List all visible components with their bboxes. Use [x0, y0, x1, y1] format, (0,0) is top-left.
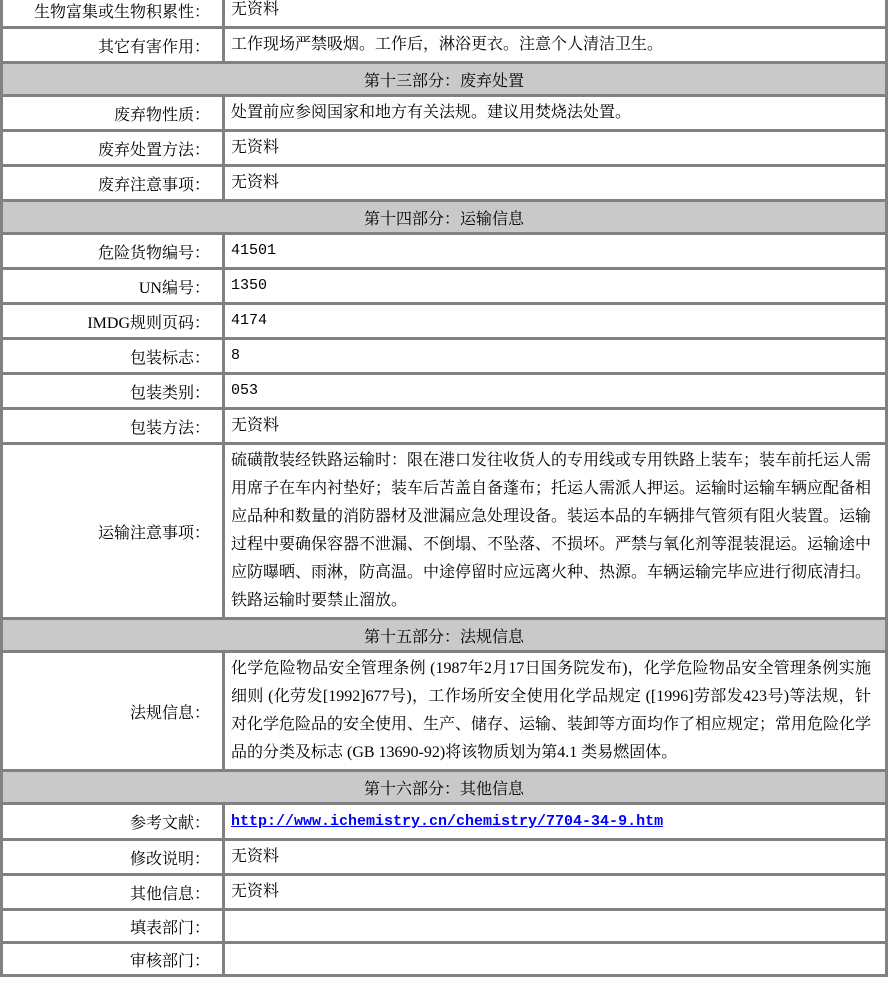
field-label: 包装标志：	[2, 339, 224, 374]
table-row	[2, 804, 887, 840]
field-label: 审核部门：	[2, 943, 224, 976]
field-value	[224, 943, 887, 976]
table-row	[2, 96, 887, 131]
field-value: 无资料	[224, 875, 887, 910]
field-label: 修改说明：	[2, 840, 224, 875]
table-row	[2, 28, 887, 63]
field-value: 无资料	[224, 131, 887, 166]
field-value: 硫磺散装经铁路运输时：限在港口发往收货人的专用线或专用铁路上装车；装车前托运人需用席子在车内衬垫好；装车后苫盖自备蓬布；托运人需派人押运。运输时运输车辆应配备相应品种和数量的消防器材及泄漏应急处理设备。装运本品的车辆排气管须有阻火装置。运输过程中要确保容器不泄漏、不倒塌、不坠落、不损坏。严禁与氧化剂等混装混运。运输途中应防曝晒、雨淋，防高温。中途停留时应远离火种、热源。车辆运输完毕应进行彻底清扫。铁路运输时要禁止溜放。	[224, 444, 887, 619]
field-value: 4174	[224, 304, 887, 339]
section-title: 第十四部分：运输信息	[2, 201, 887, 234]
section-header-row	[2, 771, 887, 804]
field-value: 无资料	[224, 0, 887, 28]
section-header-row	[2, 63, 887, 96]
field-label: 其他信息：	[2, 875, 224, 910]
table-row	[2, 374, 887, 409]
field-label: 废弃物性质：	[2, 96, 224, 131]
table-row	[2, 409, 887, 444]
section-header-row	[2, 201, 887, 234]
field-label: 包装类别：	[2, 374, 224, 409]
field-value	[224, 804, 887, 840]
field-value: 化学危险物品安全管理条例 (1987年2月17日国务院发布)，化学危险物品安全管理条例实施细则 (化劳发[1992]677号)，工作场所安全使用化学品规定 ([1996]劳部发423号)等法规，针对化学危险品的安全使用、生产、储存、运输、装卸等方面均作了相应规定；常用危险化学品的分类及标志 (GB 13690-92)将该物质划为第4.1 类易燃固体。	[224, 652, 887, 771]
field-value: 41501	[224, 234, 887, 269]
section-title: 第十五部分：法规信息	[2, 619, 887, 652]
field-label: 废弃注意事项：	[2, 166, 224, 201]
field-label: IMDG规则页码：	[2, 304, 224, 339]
field-value: 无资料	[224, 409, 887, 444]
field-label: 包装方法：	[2, 409, 224, 444]
reference-link[interactable]: http://www.ichemistry.cn/chemistry/7704-34-9.htm	[231, 813, 664, 830]
table-row	[2, 0, 887, 28]
field-label: UN编号：	[2, 269, 224, 304]
field-label: 其它有害作用：	[2, 28, 224, 63]
field-value: 1350	[224, 269, 887, 304]
table-row	[2, 269, 887, 304]
table-row	[2, 840, 887, 875]
table-row	[2, 943, 887, 976]
field-label: 法规信息：	[2, 652, 224, 771]
section-title: 第十六部分：其他信息	[2, 771, 887, 804]
field-value: 无资料	[224, 166, 887, 201]
table-row	[2, 131, 887, 166]
field-value: 053	[224, 374, 887, 409]
field-label: 参考文献：	[2, 804, 224, 840]
table-row	[2, 444, 887, 619]
table-row	[2, 910, 887, 943]
table-row	[2, 875, 887, 910]
field-value: 工作现场严禁吸烟。工作后，淋浴更衣。注意个人清洁卫生。	[224, 28, 887, 63]
field-label: 危险货物编号：	[2, 234, 224, 269]
field-label: 生物富集或生物积累性：	[2, 0, 224, 28]
table-row	[2, 166, 887, 201]
field-value: 无资料	[224, 840, 887, 875]
field-value	[224, 910, 887, 943]
field-value: 8	[224, 339, 887, 374]
field-label: 废弃处置方法：	[2, 131, 224, 166]
msds-table-body	[2, 0, 887, 976]
table-row	[2, 339, 887, 374]
section-header-row	[2, 619, 887, 652]
table-row	[2, 234, 887, 269]
table-row	[2, 652, 887, 771]
field-value: 处置前应参阅国家和地方有关法规。建议用焚烧法处置。	[224, 96, 887, 131]
section-title: 第十三部分：废弃处置	[2, 63, 887, 96]
field-label: 运输注意事项：	[2, 444, 224, 619]
field-label: 填表部门：	[2, 910, 224, 943]
table-row	[2, 304, 887, 339]
